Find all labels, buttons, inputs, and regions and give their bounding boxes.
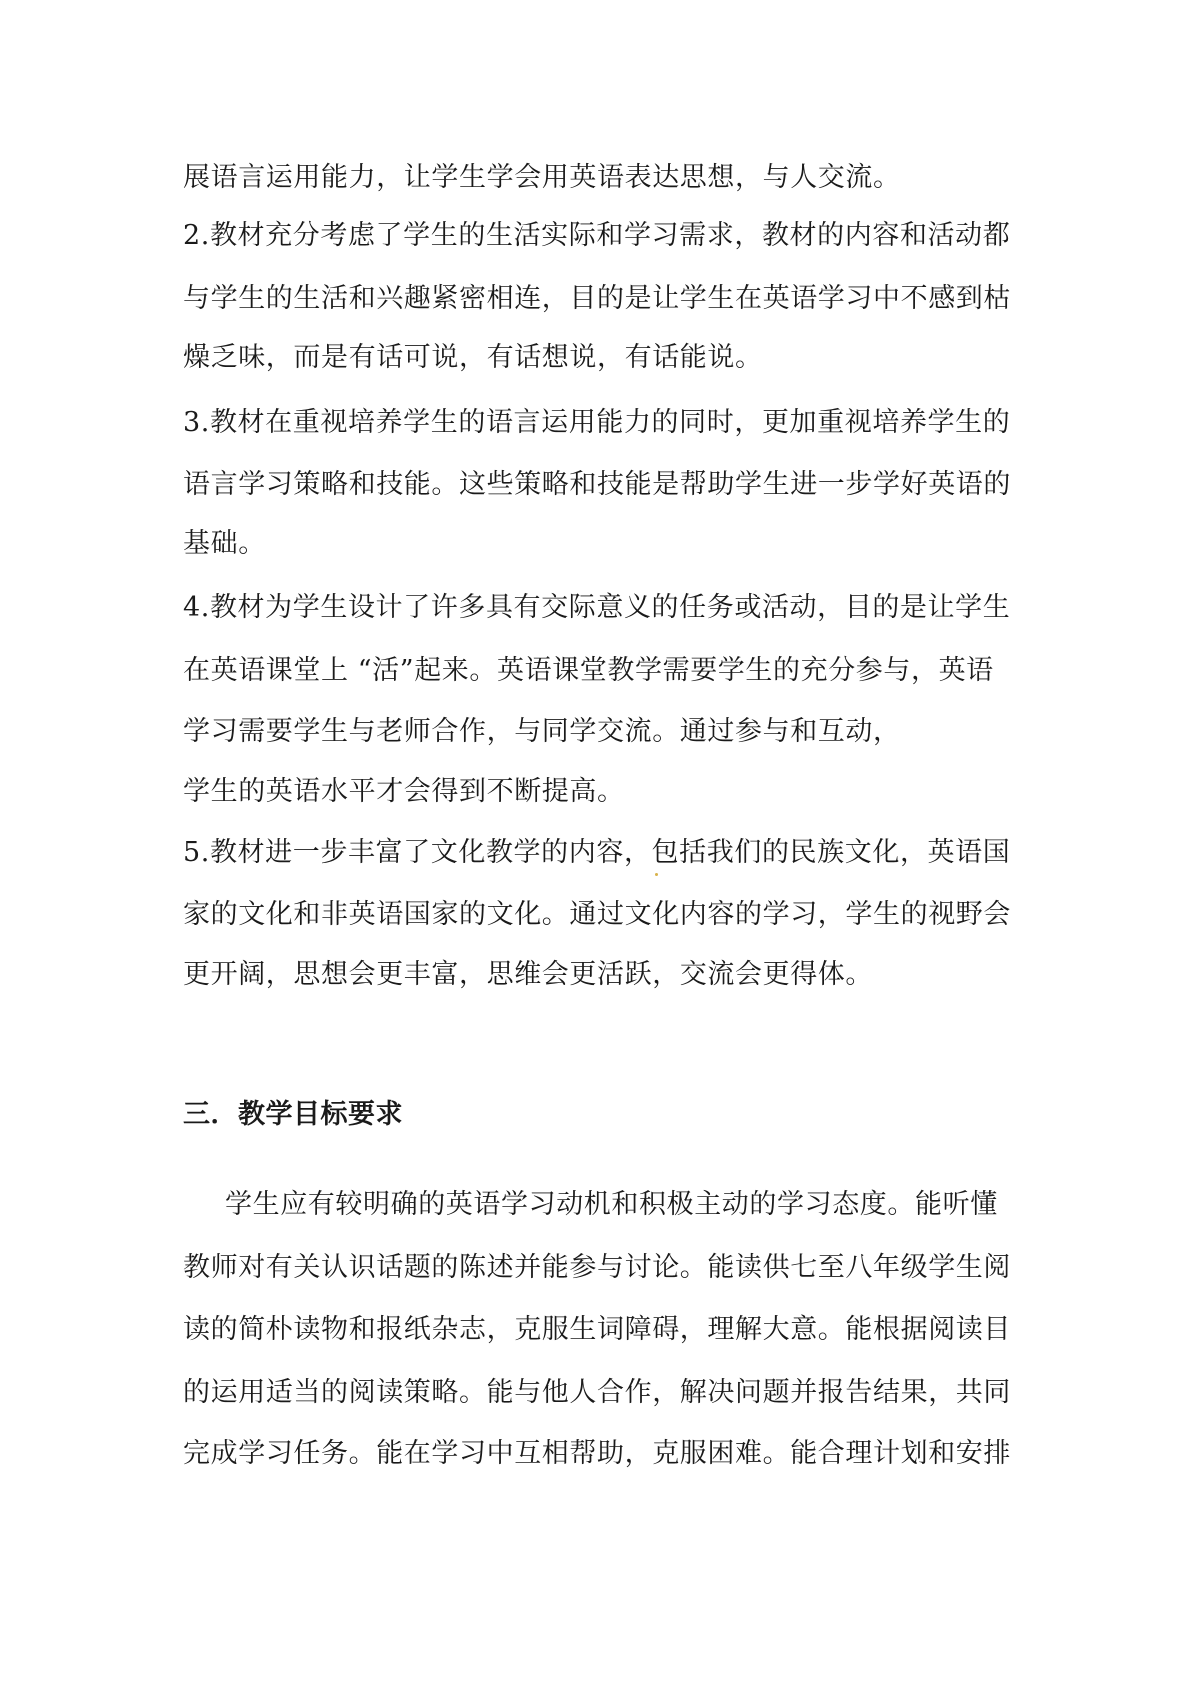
paragraph-line: 学生的英语水平才会得到不断提高。 <box>183 776 625 807</box>
stray-mark <box>655 873 658 876</box>
section-heading: 三．教学目标要求 <box>183 1099 403 1130</box>
paragraph-line: 学生应有较明确的英语学习动机和积极主动的学习态度。能听懂 <box>225 1189 998 1220</box>
paragraph-line: 展语言运用能力，让学生学会用英语表达思想，与人交流。 <box>183 162 901 193</box>
paragraph-line: 更开阔，思想会更丰富，思维会更活跃，交流会更得体。 <box>183 959 873 990</box>
paragraph-line: 完成学习任务。能在学习中互相帮助，克服困难。能合理计划和安排 <box>183 1438 1011 1469</box>
paragraph-line: 教师对有关认识话题的陈述并能参与讨论。能读供七至八年级学生阅 <box>183 1252 1011 1283</box>
paragraph-line: 在英语课堂上 “活”起来。英语课堂教学需要学生的充分参与，英语 <box>183 655 994 686</box>
paragraph-line: 4.教材为学生设计了许多具有交际意义的任务或活动，目的是让学生 <box>183 592 1011 623</box>
paragraph-line: 3.教材在重视培养学生的语言运用能力的同时，更加重视培养学生的 <box>183 407 1011 438</box>
paragraph-line: 基础。 <box>183 528 266 559</box>
paragraph-line: 学习需要学生与老师合作，与同学交流。通过参与和互动， <box>183 716 901 747</box>
paragraph-line: 家的文化和非英语国家的文化。通过文化内容的学习，学生的视野会 <box>183 899 1011 930</box>
paragraph-line: 5.教材进一步丰富了文化教学的内容，包括我们的民族文化，英语国 <box>183 837 1011 868</box>
paragraph-line: 燥乏味，而是有话可说，有话想说，有话能说。 <box>183 342 763 373</box>
paragraph-line: 与学生的生活和兴趣紧密相连，目的是让学生在英语学习中不感到枯 <box>183 283 1011 314</box>
paragraph-line: 的运用适当的阅读策略。能与他人合作，解决问题并报告结果，共同 <box>183 1377 1011 1408</box>
paragraph-line: 2.教材充分考虑了学生的生活实际和学习需求，教材的内容和活动都 <box>183 220 1011 251</box>
paragraph-line: 读的简朴读物和报纸杂志，克服生词障碍，理解大意。能根据阅读目 <box>183 1314 1011 1345</box>
paragraph-line: 语言学习策略和技能。这些策略和技能是帮助学生进一步学好英语的 <box>183 469 1011 500</box>
